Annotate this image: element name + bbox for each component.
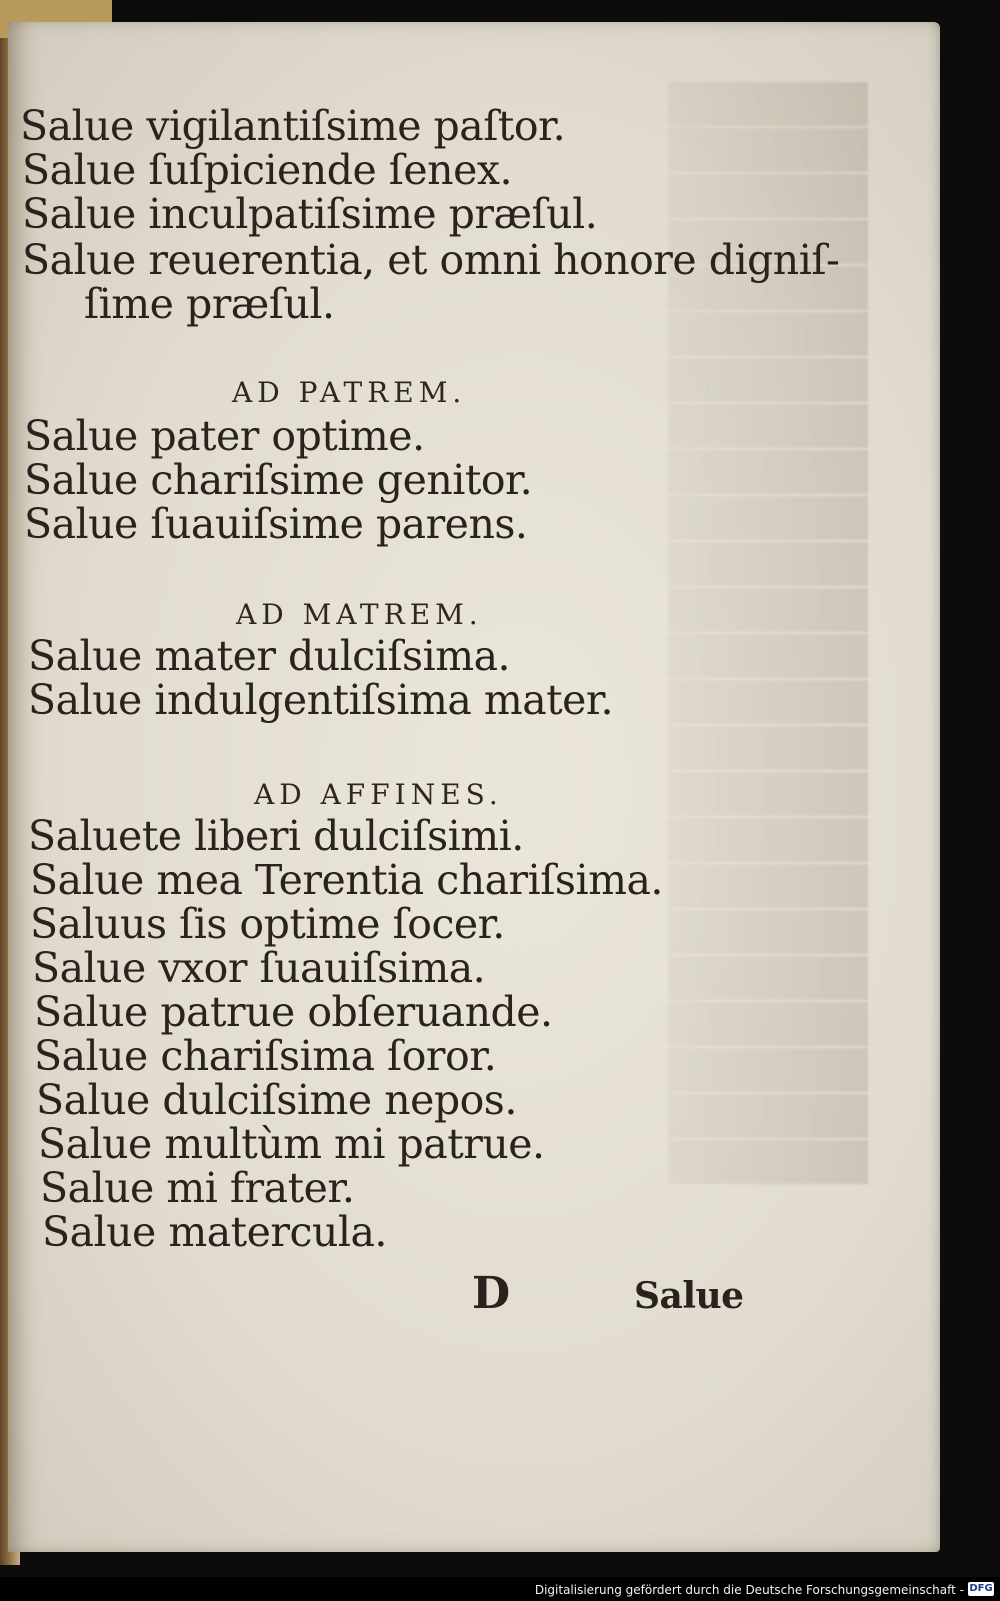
section-heading: AD AFFINES. [254, 778, 503, 811]
text-line: Salue dulciſsime nepos. [36, 1076, 517, 1124]
book-page [8, 22, 940, 1552]
section-heading: AD MATREM. [236, 598, 483, 631]
text-line: Salue chariſsime genitor. [24, 456, 533, 504]
section-heading: AD PATREM. [232, 376, 467, 409]
page-text [8, 22, 940, 1552]
text-line: Salue multùm mi patrue. [38, 1120, 545, 1168]
text-line: Salue mea Terentia chariſsima. [30, 856, 663, 904]
text-line: Salue mater dulciſsima. [28, 632, 511, 680]
text-line: ſime præſul. [84, 280, 335, 328]
text-line: Salue ſuauiſsime parens. [24, 500, 528, 548]
text-line: Saluus ſis optime ſocer. [30, 900, 505, 948]
catchword: Salue [634, 1275, 744, 1317]
text-line: Salue indulgentiſsima mater. [28, 676, 614, 724]
text-line: Salue patrue obſeruande. [34, 988, 553, 1036]
funding-credit: Digitalisierung gefördert durch die Deutsche Forschungsgemeinschaft - [534, 1583, 964, 1597]
dfg-logo: DFG [969, 1583, 993, 1594]
text-line: Salue inculpatiſsime præſul. [22, 190, 598, 238]
text-line: Salue vigilantiſsime paſtor. [20, 102, 566, 150]
text-line: Salue pater optime. [24, 412, 425, 460]
text-line: Salue ſuſpiciende ſenex. [22, 146, 513, 194]
text-line: Salue mi frater. [40, 1164, 355, 1212]
text-line: Saluete liberi dulciſsimi. [28, 812, 524, 860]
signature-mark: D [472, 1268, 510, 1319]
text-line: Salue reuerentia, et omni honore digniſ- [22, 236, 840, 284]
text-line: Salue vxor ſuauiſsima. [32, 944, 486, 992]
text-line: Salue matercula. [42, 1208, 387, 1256]
text-line: Salue chariſsima ſoror. [34, 1032, 497, 1080]
